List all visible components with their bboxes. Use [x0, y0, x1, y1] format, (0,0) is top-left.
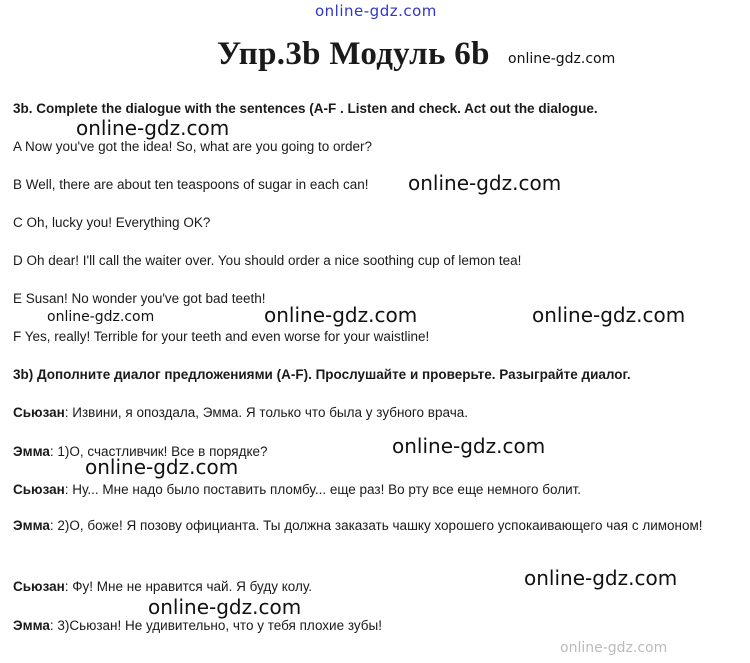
dialogue-text: : Фу! Мне не нравится чай. Я буду колу. [64, 579, 312, 594]
speaker-name: Эмма [13, 444, 50, 459]
dialogue-text: : Извини, я опоздала, Эмма. Я только что была у зубного врача. [64, 405, 468, 420]
watermark: online-gdz.com [408, 171, 562, 195]
speaker-name: Сьюзан [13, 579, 65, 594]
speaker-name: Эмма [13, 518, 50, 533]
sentence-e: E Susan! No wonder you've got bad teeth! [13, 291, 266, 306]
sentence-c: C Oh, lucky you! Everything OK? [13, 215, 211, 230]
dialogue-line [13, 404, 468, 422]
dialogue-text: : 3)Сьюзан! Не удивительно, что у тебя плохие зубы! [49, 618, 382, 633]
watermark: online-gdz.com [532, 303, 686, 327]
dialogue-line [13, 481, 581, 499]
dialogue-line [13, 578, 312, 596]
watermark: online-gdz.com [76, 116, 230, 140]
english-task: 3b. Complete the dialogue with the sentences (A-F . Listen and check. Act out the dialogue. [13, 101, 598, 116]
dialogue-line [13, 617, 382, 635]
russian-task: 3b) Дополните диалог предложениями (A-F). Прослушайте и проверьте. Разыграйте диалог. [13, 367, 631, 382]
watermark: online-gdz.com [85, 455, 239, 479]
watermark-title-side: online-gdz.com [508, 51, 616, 67]
watermark: online-gdz.com [264, 303, 418, 327]
watermark: online-gdz.com [148, 595, 302, 619]
sentence-f: F Yes, really! Terrible for your teeth and even worse for your waistline! [13, 329, 430, 344]
dialogue-text: : 2)О, боже! Я позову официанта. Ты должна заказать чашку хорошего успокаивающего чая с лимоном! [49, 518, 703, 533]
sentence-d: D Oh dear! I'll call the waiter over. You should order a nice soothing cup of lemon tea! [13, 253, 522, 268]
dialogue-text: : 1)О, счастливчик! Все в порядке? [49, 444, 268, 459]
page-title: Упр.3b Модуль 6b [217, 36, 490, 72]
watermark-top: online-gdz.com [315, 2, 437, 20]
watermark: online-gdz.com [47, 309, 155, 325]
speaker-name: Сьюзан [13, 482, 65, 497]
watermark: online-gdz.com [524, 566, 678, 590]
watermark: online-gdz.com [560, 640, 668, 656]
sentence-a: A Now you've got the idea! So, what are you going to order? [13, 139, 373, 154]
speaker-name: Сьюзан [13, 405, 65, 420]
dialogue-line [13, 517, 713, 535]
watermark: online-gdz.com [392, 434, 546, 458]
sentence-b: B Well, there are about ten teaspoons of sugar in each can! [13, 177, 369, 192]
dialogue-text: : Ну... Мне надо было поставить пломбу... еще раз! Во рту все еще немного болит. [64, 482, 582, 497]
speaker-name: Эмма [13, 618, 50, 633]
